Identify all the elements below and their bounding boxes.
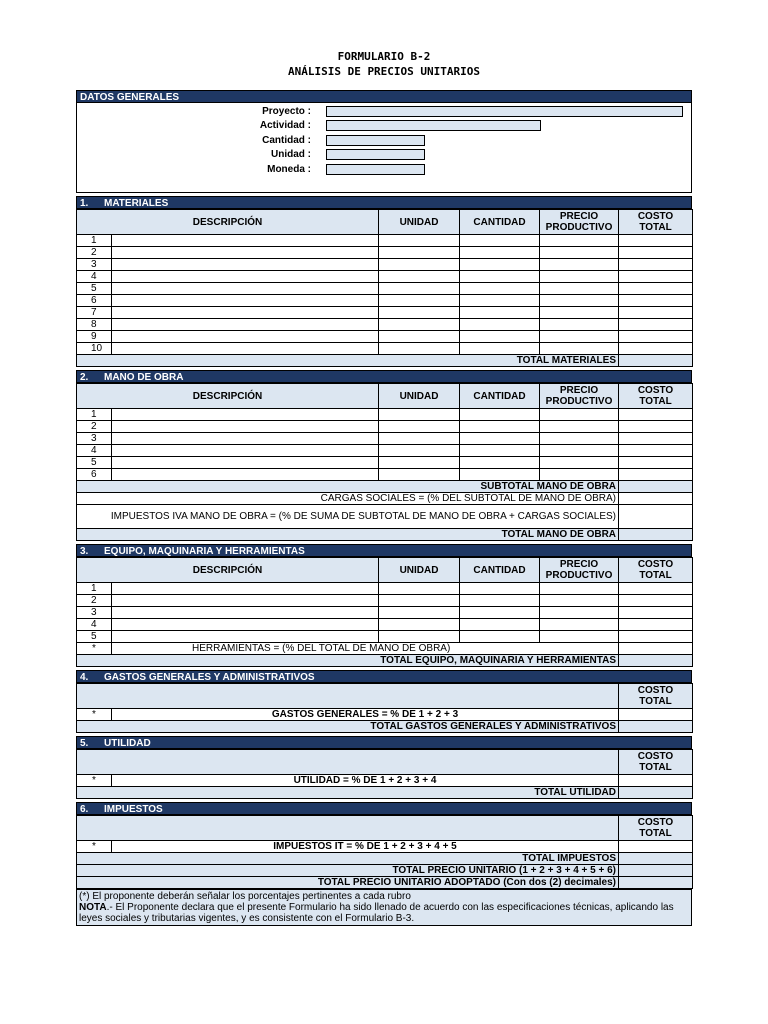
item-costo[interactable] [619, 319, 693, 331]
materiales-header-row [77, 210, 693, 235]
item-unidad[interactable] [379, 271, 460, 283]
item-number: 5 [77, 457, 112, 469]
item-row [77, 409, 693, 421]
total-utilidad-value[interactable] [619, 787, 693, 799]
item-cantidad[interactable] [460, 445, 540, 457]
item-descripcion[interactable] [112, 445, 379, 457]
item-row [77, 583, 693, 595]
item-costo[interactable] [619, 271, 693, 283]
equipo-rows [77, 583, 693, 643]
total-gastos-value[interactable] [619, 721, 693, 733]
item-row [77, 421, 693, 433]
item-unidad[interactable] [379, 247, 460, 259]
utilidad-line-label: UTILIDAD = % DE 1 + 2 + 3 + 4 [112, 775, 619, 787]
total-precio-unitario-value[interactable] [619, 865, 693, 877]
col-costo: COSTO TOTAL [619, 684, 693, 709]
unidad-field[interactable] [326, 149, 425, 160]
herramientas-value[interactable] [619, 643, 693, 655]
col-descripcion: DESCRIPCIÓN [77, 558, 379, 583]
utilidad-header-row [77, 750, 693, 775]
item-row [77, 307, 693, 319]
cargas-sociales-label: CARGAS SOCIALES = (% DEL SUBTOTAL DE MANO DE OBRA) [77, 493, 619, 505]
iva-mano-obra-value[interactable] [619, 505, 693, 529]
mano-obra-table [76, 383, 693, 541]
item-costo[interactable] [619, 331, 693, 343]
item-cantidad[interactable] [460, 595, 540, 607]
item-number: 2 [77, 421, 112, 433]
materiales-title: MATERIALES [104, 198, 169, 209]
item-descripcion[interactable] [112, 433, 379, 445]
materiales-header [76, 196, 692, 209]
item-precio[interactable] [540, 259, 619, 271]
gastos-line-label: GASTOS GENERALES = % DE 1 + 2 + 3 [112, 709, 619, 721]
item-row [77, 283, 693, 295]
item-costo[interactable] [619, 283, 693, 295]
item-precio[interactable] [540, 283, 619, 295]
item-row [77, 607, 693, 619]
item-descripcion[interactable] [112, 283, 379, 295]
item-number: 7 [77, 307, 112, 319]
col-precio: PRECIO PRODUCTIVO [540, 210, 619, 235]
item-precio[interactable] [540, 295, 619, 307]
gastos-header-row [77, 684, 693, 709]
item-costo[interactable] [619, 295, 693, 307]
item-cantidad[interactable] [460, 583, 540, 595]
item-unidad[interactable] [379, 469, 460, 481]
item-cantidad[interactable] [460, 331, 540, 343]
item-unidad[interactable] [379, 331, 460, 343]
col-unidad: UNIDAD [379, 384, 460, 409]
item-cantidad[interactable] [460, 409, 540, 421]
note-declaration [79, 902, 689, 924]
item-number: 5 [77, 283, 112, 295]
item-costo[interactable] [619, 433, 693, 445]
total-adoptado-row [77, 877, 693, 889]
equipo-number: 3. [80, 546, 89, 557]
gastos-table [76, 683, 693, 733]
general-header: DATOS GENERALES [76, 90, 692, 103]
item-cantidad[interactable] [460, 469, 540, 481]
item-descripcion[interactable] [112, 409, 379, 421]
equipo-title: EQUIPO, MAQUINARIA Y HERRAMIENTAS [104, 546, 305, 557]
utilidad-number: 5. [80, 738, 89, 749]
mano-obra-header [76, 370, 692, 383]
item-unidad[interactable] [379, 583, 460, 595]
col-precio: PRECIO PRODUCTIVO [540, 384, 619, 409]
mano-obra-rows [77, 409, 693, 481]
item-precio[interactable] [540, 469, 619, 481]
item-number: 1 [77, 583, 112, 595]
col-descripcion: DESCRIPCIÓN [77, 210, 379, 235]
item-unidad[interactable] [379, 433, 460, 445]
iva-mano-obra-row [77, 505, 693, 529]
item-cantidad[interactable] [460, 247, 540, 259]
col-cantidad: CANTIDAD [460, 210, 540, 235]
total-utilidad-row [77, 787, 693, 799]
total-impuestos-row [77, 853, 693, 865]
total-equipo-row [77, 655, 693, 667]
item-cantidad[interactable] [460, 283, 540, 295]
impuestos-line-label: IMPUESTOS IT = % DE 1 + 2 + 3 + 4 + 5 [112, 841, 619, 853]
total-mano-obra-value[interactable] [619, 529, 693, 541]
item-precio[interactable] [540, 307, 619, 319]
item-row [77, 235, 693, 247]
item-row [77, 271, 693, 283]
proyecto-label: Proyecto : [262, 106, 311, 117]
total-precio-unitario-label: TOTAL PRECIO UNITARIO (1 + 2 + 3 + 4 + 5 + 6) [77, 865, 619, 877]
note-asterisk: (*) El proponente deberán señalar los porcentajes pertinentes a cada rubro [79, 891, 411, 902]
item-costo[interactable] [619, 583, 693, 595]
item-row [77, 631, 693, 643]
form-title: ANÁLISIS DE PRECIOS UNITARIOS [287, 65, 481, 78]
item-cantidad[interactable] [460, 295, 540, 307]
equipo-header [76, 544, 692, 557]
total-equipo-value[interactable] [619, 655, 693, 667]
item-number: 6 [77, 295, 112, 307]
item-row [77, 445, 693, 457]
item-unidad[interactable] [379, 319, 460, 331]
item-row [77, 433, 693, 445]
moneda-field[interactable] [326, 164, 425, 175]
item-descripcion[interactable] [112, 343, 379, 355]
item-descripcion[interactable] [112, 607, 379, 619]
item-costo[interactable] [619, 307, 693, 319]
item-number: 3 [77, 433, 112, 445]
form-code: FORMULARIO B-2 [337, 50, 431, 63]
item-costo[interactable] [619, 631, 693, 643]
item-cantidad[interactable] [460, 607, 540, 619]
item-unidad[interactable] [379, 595, 460, 607]
col-costo: COSTO TOTAL [619, 210, 693, 235]
cargas-sociales-row [77, 493, 693, 505]
gastos-line-value[interactable] [619, 709, 693, 721]
impuestos-header-blank [77, 816, 619, 841]
item-precio[interactable] [540, 343, 619, 355]
materiales-number: 1. [80, 198, 89, 209]
item-cantidad[interactable] [460, 421, 540, 433]
item-unidad[interactable] [379, 457, 460, 469]
item-precio[interactable] [540, 235, 619, 247]
utilidad-header-blank [77, 750, 619, 775]
item-number: 4 [77, 619, 112, 631]
col-costo: COSTO TOTAL [619, 384, 693, 409]
item-unidad[interactable] [379, 343, 460, 355]
item-costo[interactable] [619, 247, 693, 259]
cargas-sociales-value[interactable] [619, 493, 693, 505]
total-adoptado-label: TOTAL PRECIO UNITARIO ADOPTADO (Con dos (2) decimales) [77, 877, 619, 889]
item-descripcion[interactable] [112, 331, 379, 343]
item-precio[interactable] [540, 457, 619, 469]
item-row [77, 469, 693, 481]
utilidad-star: * [77, 775, 112, 787]
item-costo[interactable] [619, 457, 693, 469]
item-descripcion[interactable] [112, 259, 379, 271]
item-costo[interactable] [619, 409, 693, 421]
total-equipo-label: TOTAL EQUIPO, MAQUINARIA Y HERRAMIENTAS [77, 655, 619, 667]
gastos-number: 4. [80, 672, 89, 683]
total-adoptado-value[interactable] [619, 877, 693, 889]
impuestos-header [76, 802, 692, 815]
herramientas-label: HERRAMIENTAS = (% DEL TOTAL DE MANO DE OBRA) [112, 643, 619, 655]
col-cantidad: CANTIDAD [460, 558, 540, 583]
item-number: 6 [77, 469, 112, 481]
item-precio[interactable] [540, 319, 619, 331]
impuestos-line-value[interactable] [619, 841, 693, 853]
herramientas-row [77, 643, 693, 655]
total-utilidad-label: TOTAL UTILIDAD [77, 787, 619, 799]
item-costo[interactable] [619, 343, 693, 355]
item-row [77, 619, 693, 631]
col-precio: PRECIO PRODUCTIVO [540, 558, 619, 583]
item-row [77, 259, 693, 271]
item-unidad[interactable] [379, 619, 460, 631]
item-unidad[interactable] [379, 307, 460, 319]
equipo-header-row [77, 558, 693, 583]
form-body [76, 90, 692, 926]
gastos-header [76, 670, 692, 683]
impuestos-title: IMPUESTOS [104, 804, 163, 815]
impuestos-table [76, 815, 693, 889]
item-cantidad[interactable] [460, 433, 540, 445]
item-row [77, 319, 693, 331]
item-number: 4 [77, 271, 112, 283]
subtotal-mano-obra-label: SUBTOTAL MANO DE OBRA [77, 481, 619, 493]
total-materiales-label: TOTAL MATERIALES [77, 355, 619, 367]
gastos-star: * [77, 709, 112, 721]
col-unidad: UNIDAD [379, 210, 460, 235]
item-descripcion[interactable] [112, 583, 379, 595]
item-number: 9 [77, 331, 112, 343]
item-precio[interactable] [540, 619, 619, 631]
utilidad-title: UTILIDAD [104, 738, 151, 749]
item-row [77, 343, 693, 355]
herramientas-star: * [77, 643, 112, 655]
item-descripcion[interactable] [112, 271, 379, 283]
gastos-line-row [77, 709, 693, 721]
item-costo[interactable] [619, 235, 693, 247]
item-descripcion[interactable] [112, 619, 379, 631]
note-label: NOTA [79, 902, 107, 913]
total-gastos-row [77, 721, 693, 733]
gastos-header-blank [77, 684, 619, 709]
impuestos-line-row [77, 841, 693, 853]
cantidad-field[interactable] [326, 135, 425, 146]
item-precio[interactable] [540, 445, 619, 457]
total-impuestos-label: TOTAL IMPUESTOS [77, 853, 619, 865]
item-precio[interactable] [540, 595, 619, 607]
item-cantidad[interactable] [460, 619, 540, 631]
utilidad-line-row [77, 775, 693, 787]
total-precio-unitario-row [77, 865, 693, 877]
impuestos-star: * [77, 841, 112, 853]
item-descripcion[interactable] [112, 307, 379, 319]
item-descripcion[interactable] [112, 469, 379, 481]
item-precio[interactable] [540, 631, 619, 643]
item-descripcion[interactable] [112, 319, 379, 331]
utilidad-header [76, 736, 692, 749]
iva-mano-obra-label: IMPUESTOS IVA MANO DE OBRA = (% DE SUMA DE SUBTOTAL DE MANO DE OBRA + CARGAS SOCIALES) [77, 505, 619, 529]
total-materiales-row [77, 355, 693, 367]
item-descripcion[interactable] [112, 247, 379, 259]
item-descripcion[interactable] [112, 631, 379, 643]
item-costo[interactable] [619, 445, 693, 457]
total-mano-obra-row [77, 529, 693, 541]
item-number: 1 [77, 409, 112, 421]
item-number: 3 [77, 259, 112, 271]
item-unidad[interactable] [379, 295, 460, 307]
total-gastos-label: TOTAL GASTOS GENERALES Y ADMINISTRATIVOS [77, 721, 619, 733]
item-descripcion[interactable] [112, 421, 379, 433]
materiales-rows [77, 235, 693, 355]
item-number: 3 [77, 607, 112, 619]
item-row [77, 595, 693, 607]
item-costo[interactable] [619, 595, 693, 607]
utilidad-table [76, 749, 693, 799]
item-costo[interactable] [619, 259, 693, 271]
materiales-table [76, 209, 693, 367]
total-impuestos-value[interactable] [619, 853, 693, 865]
item-cantidad[interactable] [460, 631, 540, 643]
cantidad-label: Cantidad : [262, 135, 311, 146]
total-materiales-value[interactable] [619, 355, 693, 367]
item-descripcion[interactable] [112, 595, 379, 607]
item-costo[interactable] [619, 421, 693, 433]
col-costo: COSTO TOTAL [619, 750, 693, 775]
total-mano-obra-label: TOTAL MANO DE OBRA [77, 529, 619, 541]
item-unidad[interactable] [379, 445, 460, 457]
mano-obra-number: 2. [80, 372, 89, 383]
item-precio[interactable] [540, 331, 619, 343]
col-costo: COSTO TOTAL [619, 558, 693, 583]
item-costo[interactable] [619, 469, 693, 481]
gastos-title: GASTOS GENERALES Y ADMINISTRATIVOS [104, 672, 315, 683]
moneda-label: Moneda : [267, 164, 311, 175]
item-descripcion[interactable] [112, 457, 379, 469]
item-number: 5 [77, 631, 112, 643]
item-descripcion[interactable] [112, 295, 379, 307]
item-row [77, 295, 693, 307]
item-cantidad[interactable] [460, 271, 540, 283]
item-cantidad[interactable] [460, 457, 540, 469]
col-cantidad: CANTIDAD [460, 384, 540, 409]
utilidad-line-value[interactable] [619, 775, 693, 787]
item-precio[interactable] [540, 583, 619, 595]
item-cantidad[interactable] [460, 319, 540, 331]
note-text: .- El Proponente declara que el presente Formulario ha sido llenado de acuerdo con las especificaciones técnicas, aplicando las leyes sociales y tributarias vigentes, y es consistente con el Formulario B-3. [79, 902, 674, 924]
item-unidad[interactable] [379, 235, 460, 247]
item-number: 2 [77, 247, 112, 259]
item-number: 1 [77, 235, 112, 247]
item-unidad[interactable] [379, 283, 460, 295]
item-unidad[interactable] [379, 631, 460, 643]
notes-box [76, 889, 692, 926]
item-precio[interactable] [540, 271, 619, 283]
item-number: 2 [77, 595, 112, 607]
col-unidad: UNIDAD [379, 558, 460, 583]
item-number: 8 [77, 319, 112, 331]
unidad-label: Unidad : [271, 149, 311, 160]
impuestos-number: 6. [80, 804, 89, 815]
general-section [76, 103, 692, 193]
item-precio[interactable] [540, 421, 619, 433]
item-costo[interactable] [619, 607, 693, 619]
mano-obra-header-row [77, 384, 693, 409]
item-precio[interactable] [540, 247, 619, 259]
impuestos-header-row [77, 816, 693, 841]
item-cantidad[interactable] [460, 235, 540, 247]
item-precio[interactable] [540, 433, 619, 445]
actividad-field[interactable] [326, 120, 541, 131]
proyecto-field[interactable] [326, 106, 683, 117]
col-costo: COSTO TOTAL [619, 816, 693, 841]
col-descripcion: DESCRIPCIÓN [77, 384, 379, 409]
equipo-table [76, 557, 693, 667]
item-row [77, 457, 693, 469]
item-unidad[interactable] [379, 607, 460, 619]
subtotal-mano-obra-row [77, 481, 693, 493]
item-cantidad[interactable] [460, 259, 540, 271]
item-unidad[interactable] [379, 409, 460, 421]
item-precio[interactable] [540, 409, 619, 421]
mano-obra-title: MANO DE OBRA [104, 372, 184, 383]
item-number: 10 [77, 343, 112, 355]
item-number: 4 [77, 445, 112, 457]
item-cantidad[interactable] [460, 343, 540, 355]
item-cantidad[interactable] [460, 307, 540, 319]
item-unidad[interactable] [379, 421, 460, 433]
item-unidad[interactable] [379, 259, 460, 271]
subtotal-mano-obra-value[interactable] [619, 481, 693, 493]
item-costo[interactable] [619, 619, 693, 631]
item-descripcion[interactable] [112, 235, 379, 247]
item-precio[interactable] [540, 607, 619, 619]
actividad-label: Actividad : [259, 120, 311, 131]
item-row [77, 331, 693, 343]
item-row [77, 247, 693, 259]
